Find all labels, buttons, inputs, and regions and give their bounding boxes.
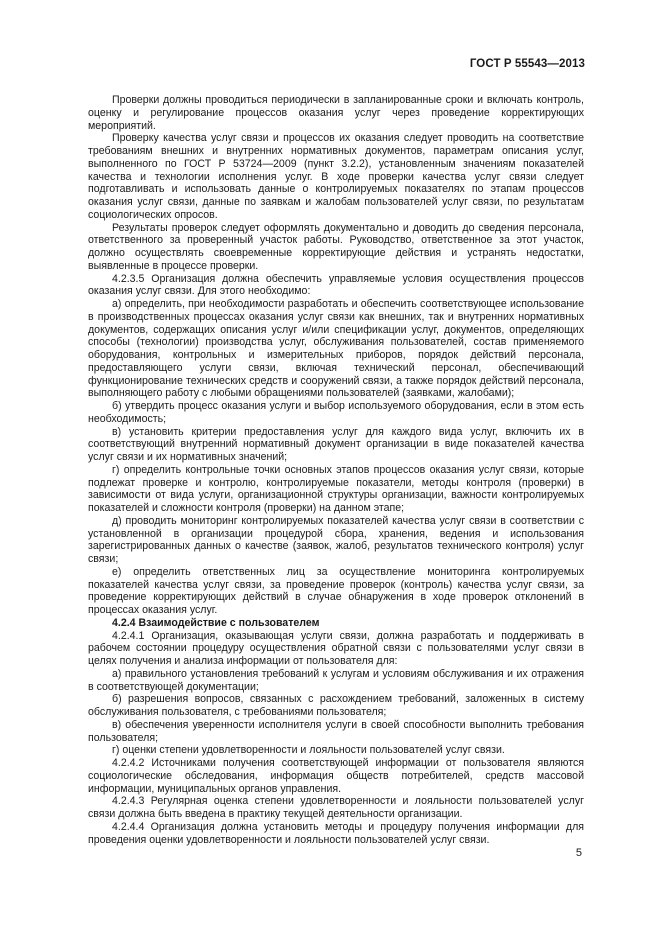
paragraph-4-2-4-4: 4.2.4.4 Организация должна установить методы и процедуру получения информации для проведения оценки удовлетворенности и лояльности пользователей услуг связи. [88,820,584,846]
paragraph-4-2-3-5: 4.2.3.5 Организация должна обеспечить управляемые условия осуществления процессов оказания услуг связи. Для этого необходимо: [88,272,584,298]
list-item-g: г) определить контрольные точки основных этапов процессов оказания услуг связи, которые подлежат проверке и контролю, контролируемые показатели, методы контроля (проверки) в зависимости от вида услуги, организационной структуры организации, важности контролируемых показателей и сложности контроля (проверки) на данном этапе; [88,463,584,514]
list-item-e: е) определить ответственных лиц за осуществление мониторинга контролируемых показателей качества услуг связи, за проведение проверок (контроль) качества услуг связи, за проведение корректирующих действий в случае обнаружения в ходе проверок отклонений в процессах оказания услуг. [88,565,584,616]
paragraph-check-results: Результаты проверок следует оформлять документально и доводить до сведения персонала, ответственного за проверенный участок работы. Руководство, ответственное за этот участок, должно осуществлять своевременные корректирующие действия и устранять недостатки, выявленные в процессе проверки. [88,221,584,272]
page-number: 5 [575,847,582,859]
section-heading-4-2-4: 4.2.4 Взаимодействие с пользователем [112,616,320,629]
list-item-b-2: б) разрешения вопросов, связанных с расхождением требований, заложенных в систему обслуживания пользователя, с требованиями пользователя; [88,693,584,718]
list-item-b: б) утвердить процесс оказания услуги и выбор используемого оборудования, если в этом есть необходимость; [88,400,584,425]
list-item-a: а) определить, при необходимости разработать и обеспечить соответствующее использование в производственных процессах оказания услуг связи как внешних, так и внутренних нормативных документов, содержащих описания услуг и/или спецификации услуг, документов, определяющих способы (технологии) производства услуг, обслуживания пользователей, состав применяемого оборудования, контрольных и измерительных приборов, порядок действий персонала, предоставляющего услуги связи, включая технический персонал, обеспечивающий функционирование технических средств и сооружений связи, а также порядок действий персонала, выполняющего работу с любыми обращениями пользователей (заявками, жалобами); [88,298,584,400]
paragraph-4-2-4-3: 4.2.4.3 Регулярная оценка степени удовлетворенности и лояльности пользователей услуг связи должна быть введена в практику текущей деятельности организации. [88,795,584,820]
paragraph-checks-periodic: Проверки должны проводиться периодически в запланированные сроки и включать контроль, оценку и регулирование процессов оказания услуг через проведение корректирующих мероприятий. [88,94,584,132]
list-item-a-2: а) правильного установления требований к услугам и условиям обслуживания и их отражения в соответствующей документации; [88,667,584,693]
list-item-v: в) установить критерии предоставления услуг для каждого вида услуг, включить их в соответствующий внутренний нормативный документ организации в виде показателей качества услуг связи и их нормативных значений; [88,425,584,463]
document-number-header: ГОСТ Р 55543—2013 [469,58,585,70]
list-item-v-2: в) обеспечения уверенности исполнителя услуги в своей способности выполнить требования пользователя; [88,718,584,744]
list-item-g-2: г) оценки степени удовлетворенности и лояльности пользователей услуг связи. [112,744,505,757]
paragraph-4-2-4-1: 4.2.4.1 Организация, оказывающая услуги связи, должна разработать и поддерживать в рабочем состоянии процедуру осуществления обратной связи с пользователями услуг связи в целях получения и анализа информации от пользователя для: [88,629,584,667]
paragraph-4-2-4-2: 4.2.4.2 Источниками получения соответствующей информации от пользователя являются социологические обследования, информация обществ потребителей, средств массовой информации, муниципальных органов управления. [88,757,584,795]
document-body [88,94,584,846]
list-item-d: д) проводить мониторинг контролируемых показателей качества услуг связи в соответствии с установленной в организации процедурой сбора, хранения, ведения и использования зарегистрированных данных о качестве (заявок, жалоб, результатов технического контроля) услуг связи; [88,514,584,565]
paragraph-quality-check: Проверку качества услуг связи и процессов их оказания следует проводить на соответствие требованиям внешних и внутренних нормативных документов, параметрам описания услуг, выполненного по ГОСТ Р 53724—2009 (пункт 3.2.2), установленным значениям показателей качества и технологии исполнения услуг. В ходе проверки качества услуг связи следует подготавливать и использовать данные о контролируемых показателях по этапам процессов оказания услуг связи, данные по заявкам и жалобам пользователей услуг связи, по результатам социологических опросов. [88,132,584,221]
